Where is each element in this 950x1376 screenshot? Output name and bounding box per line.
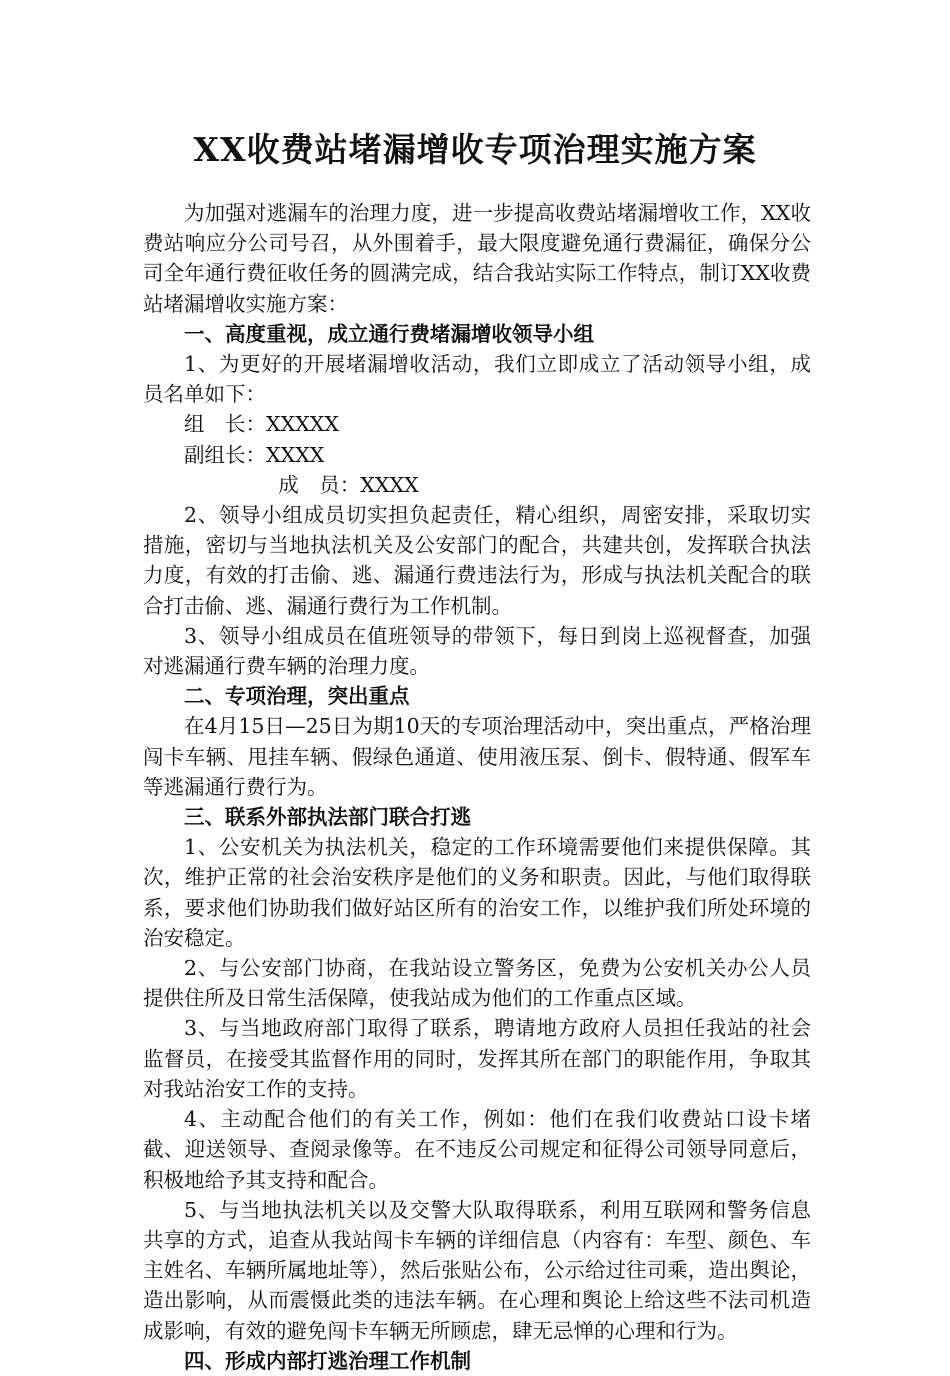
section-1-heading: 一、高度重视，成立通行费堵漏增收领导小组 bbox=[184, 321, 594, 346]
document-title: XX收费站堵漏增收专项治理实施方案 bbox=[193, 130, 757, 169]
section-3-heading: 三、联系外部执法部门联合打逃 bbox=[184, 805, 471, 830]
section-3-paragraph-3: 3、与当地政府部门取得了联系，聘请地方政府人员担任我站的社会监督员，在接受其监督作用的同时，发挥其所在部门的职能作用，争取其对我站治安工作的支持。 bbox=[143, 1016, 811, 1101]
document-body bbox=[143, 198, 811, 1376]
deputy-leader-line: 副组长：XXXX bbox=[184, 442, 325, 467]
section-3-paragraph-1: 1、公安机关为执法机关，稳定的工作环境需要他们来提供保障。其次，维护正常的社会治安秩序是他们的义务和职责。因此，与他们取得联系，要求他们协助我们做好站区所有的治安工作，以维护我们所处环境的治安稳定。 bbox=[143, 835, 811, 950]
section-3-paragraph-4: 4、主动配合他们的有关工作，例如：他们在我们收费站口设卡堵截、迎送领导、查阅录像等。在不违反公司规定和征得公司领导同意后，积极地给予其支持和配合。 bbox=[143, 1107, 811, 1192]
section-1-paragraph-2: 2、领导小组成员切实担负起责任，精心组织，周密安排，采取切实措施，密切与当地执法机关及公安部门的配合，共建共创，发挥联合执法力度，有效的打击偷、逃、漏通行费违法行为，形成与执法机关配合的联合打击偷、逃、漏通行费行为工作机制。 bbox=[143, 503, 811, 618]
section-4-heading: 四、形成内部打逃治理工作机制 bbox=[184, 1348, 471, 1373]
section-3-paragraph-5: 5、与当地执法机关以及交警大队取得联系，利用互联网和警务信息共享的方式，追查从我站闯卡车辆的详细信息（内容有：车型、颜色、车主姓名、车辆所属地址等），然后张贴公布，公示给过往司乘，造出舆论，造出影响，从而震慑此类的违法车辆。在心理和舆论上给这些不法司机造成影响，有效的避免闯卡车辆无所顾虑，肆无忌惮的心理和行为。 bbox=[143, 1197, 811, 1343]
section-2-paragraph-1: 在4月15日—25日为期10天的专项治理活动中，突出重点，严格治理闯卡车辆、甩挂车辆、假绿色通道、使用液压泵、倒卡、假特通、假军车等逃漏通行费行为。 bbox=[143, 714, 811, 799]
section-1-paragraph-3: 3、领导小组成员在值班领导的带领下，每日到岗上巡视督查，加强对逃漏通行费车辆的治理力度。 bbox=[143, 623, 811, 679]
members-line: 成 员：XXXX bbox=[278, 472, 419, 497]
section-2-heading: 二、专项治理，突出重点 bbox=[184, 684, 410, 709]
leader-line: 组 长：XXXXX bbox=[184, 412, 339, 437]
intro-paragraph: 为加强对逃漏车的治理力度，进一步提高收费站堵漏增收工作，XX收费站响应分公司号召，从外围着手，最大限度避免通行费漏征，确保分公司全年通行费征收任务的圆满完成，结合我站实际工作特点，制订XX收费站堵漏增收实施方案： bbox=[143, 201, 811, 316]
section-1-paragraph-1: 1、为更好的开展堵漏增收活动，我们立即成立了活动领导小组，成员名单如下： bbox=[143, 352, 811, 407]
section-3-paragraph-2: 2、与公安部门协商，在我站设立警务区，免费为公安机关办公人员提供住所及日常生活保障，使我站成为他们的工作重点区域。 bbox=[143, 956, 811, 1011]
